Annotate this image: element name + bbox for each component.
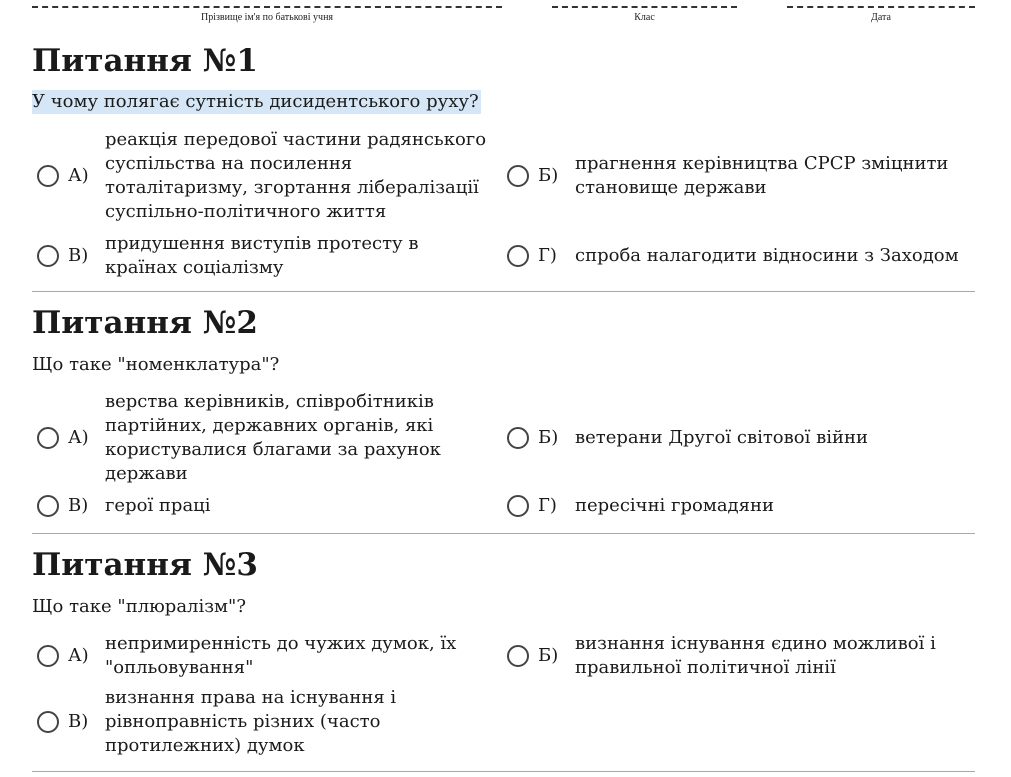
option-text: непримиренність до чужих думок, їх "опльовування"	[105, 633, 457, 678]
radio-button[interactable]	[37, 165, 59, 187]
option-letter: Б)	[538, 427, 559, 448]
option-letter: Б)	[538, 165, 559, 186]
student-name-caption: Прізвище ім'я по батькові учня	[200, 12, 334, 23]
option-b[interactable]	[507, 426, 975, 450]
option-text: визнання права на існування і рівноправність різних (часто протилежних) думок	[105, 687, 397, 756]
class-field[interactable]	[552, 0, 737, 23]
radio-button[interactable]	[37, 711, 59, 733]
question-3	[32, 545, 975, 777]
option-b[interactable]	[507, 632, 975, 680]
student-name-field[interactable]	[32, 0, 502, 23]
option-letter: В)	[68, 711, 89, 732]
date-caption: Дата	[871, 12, 891, 23]
date-line	[787, 6, 975, 8]
question-text: Що таке "плюралізм"?	[32, 596, 246, 617]
option-letter: Г)	[538, 495, 557, 516]
option-letter: В)	[68, 495, 89, 516]
radio-button[interactable]	[37, 427, 59, 449]
option-a[interactable]	[37, 632, 497, 680]
option-c[interactable]	[37, 494, 497, 518]
question-2	[32, 303, 975, 535]
section-divider	[32, 533, 975, 534]
radio-button[interactable]	[507, 165, 529, 187]
option-letter: Б)	[538, 645, 559, 666]
question-1	[32, 41, 975, 293]
radio-button[interactable]	[37, 645, 59, 667]
option-letter: В)	[68, 245, 89, 266]
radio-button[interactable]	[37, 245, 59, 267]
option-text: прагнення керівництва СРСР зміцнити становище держави	[575, 153, 949, 198]
option-text: пересічні громадяни	[575, 495, 774, 516]
student-name-line	[32, 6, 502, 8]
question-title: Питання №1	[32, 43, 258, 79]
radio-button[interactable]	[507, 645, 529, 667]
option-letter: А)	[68, 427, 89, 448]
class-line	[552, 6, 737, 8]
option-text: реакція передової частини радянського суспільства на посилення тоталітаризму, згортання лібералізації суспільно-політичного життя	[105, 129, 487, 222]
option-text: придушення виступів протесту в країнах соціалізму	[105, 233, 419, 278]
option-c[interactable]	[37, 232, 497, 280]
question-title: Питання №2	[32, 305, 258, 341]
option-d[interactable]	[507, 494, 975, 518]
question-text: У чому полягає сутність дисидентського руху?	[32, 91, 479, 112]
option-text: ветерани Другої світової війни	[575, 427, 868, 448]
option-a[interactable]	[37, 128, 497, 224]
option-text: герої праці	[105, 495, 211, 516]
radio-button[interactable]	[507, 245, 529, 267]
section-divider	[32, 771, 975, 772]
radio-button[interactable]	[507, 427, 529, 449]
option-letter: А)	[68, 645, 89, 666]
option-letter: Г)	[538, 245, 557, 266]
student-info-header	[32, 0, 975, 30]
option-text: визнання існування єдино можливої і правильної політичної лінії	[575, 633, 936, 678]
option-c[interactable]	[37, 686, 497, 758]
option-text: верства керівників, співробітників партійних, державних органів, які користувалися благами за рахунок держави	[105, 391, 441, 484]
option-d[interactable]	[507, 244, 975, 268]
class-caption: Клас	[634, 12, 655, 23]
option-b[interactable]	[507, 152, 975, 200]
question-title: Питання №3	[32, 547, 258, 583]
radio-button[interactable]	[37, 495, 59, 517]
question-text: Що таке "номенклатура"?	[32, 354, 280, 375]
option-text: спроба налагодити відносини з Заходом	[575, 245, 959, 266]
option-letter: А)	[68, 165, 89, 186]
date-field[interactable]	[787, 0, 975, 23]
section-divider	[32, 291, 975, 292]
option-a[interactable]	[37, 390, 497, 486]
radio-button[interactable]	[507, 495, 529, 517]
